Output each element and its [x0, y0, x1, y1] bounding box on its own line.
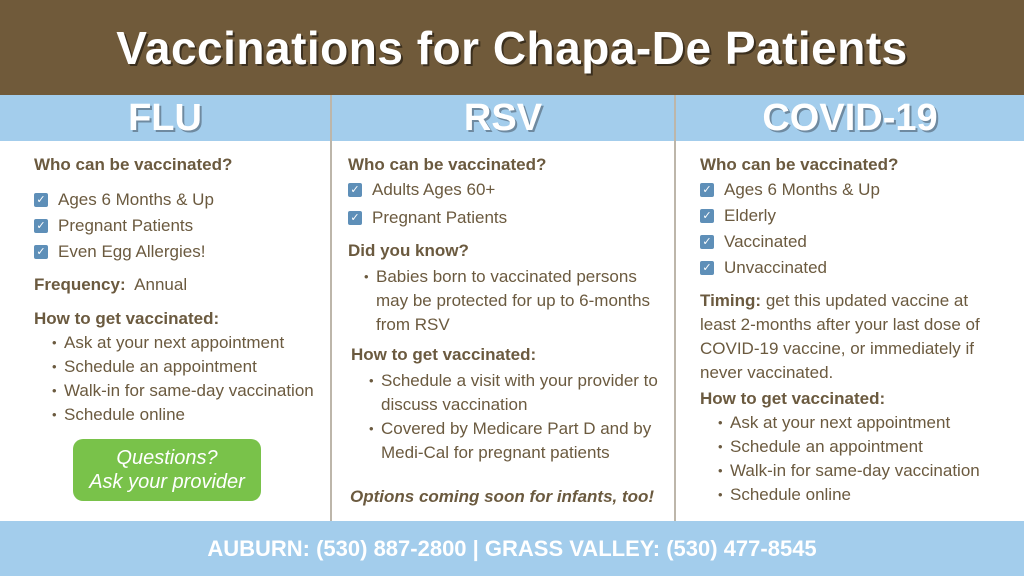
list-item: • Ask at your next appointment — [730, 411, 1000, 435]
flu-frequency: Frequency: Annual — [34, 275, 188, 294]
checkbox-icon: ✓ — [34, 219, 48, 233]
list-item: • Schedule an appointment — [730, 435, 1000, 459]
checkbox-icon: ✓ — [700, 209, 714, 223]
list-item: ✓ Elderly — [700, 203, 1000, 229]
list-item: • Schedule online — [730, 483, 1000, 507]
checkbox-icon: ✓ — [700, 183, 714, 197]
flu-heading: FLU — [0, 95, 330, 141]
checkbox-icon: ✓ — [348, 183, 362, 197]
rsv-did-you-know-list — [376, 265, 664, 337]
list-item: ✓ Ages 6 Months & Up — [700, 177, 1000, 203]
list-item: ✓ Unvaccinated — [700, 255, 1000, 281]
column-divider-2 — [674, 95, 676, 521]
checkbox-icon: ✓ — [700, 261, 714, 275]
title-banner — [0, 0, 1024, 95]
list-item: • Schedule a visit with your provider to discuss vaccination — [381, 369, 664, 417]
checkbox-icon: ✓ — [348, 211, 362, 225]
list-item: • Walk-in for same-day vaccination — [730, 459, 1000, 483]
checkbox-icon: ✓ — [34, 193, 48, 207]
rsv-who-label: Who can be vaccinated? — [348, 155, 547, 174]
covid-how-list — [730, 411, 1000, 507]
page-title: Vaccinations for Chapa-De Patients — [116, 21, 908, 74]
rsv-heading: RSV — [332, 95, 674, 141]
rsv-how-list — [381, 369, 664, 465]
covid-how-label: How to get vaccinated: — [700, 389, 886, 408]
covid-who-label: Who can be vaccinated? — [700, 155, 899, 174]
list-item: • Covered by Medicare Part D and by Medi-Cal for pregnant patients — [381, 417, 664, 465]
list-item: ✓ Pregnant Patients — [34, 213, 324, 239]
list-item: ✓ Pregnant Patients — [348, 203, 664, 233]
rsv-note: Options coming soon for infants, too! — [350, 487, 655, 506]
questions-button[interactable]: Questions? Ask your provider — [73, 439, 261, 501]
covid-heading: COVID-19 — [676, 95, 1024, 141]
list-item: ✓ Vaccinated — [700, 229, 1000, 255]
checkbox-icon: ✓ — [700, 235, 714, 249]
list-item: • Ask at your next appointment — [64, 331, 324, 355]
list-item: • Babies born to vaccinated persons may be protected for up to 6-months from RSV — [376, 265, 664, 337]
rsv-did-you-know-label: Did you know? — [348, 241, 469, 260]
rsv-column — [348, 153, 664, 509]
covid-column — [700, 153, 1000, 507]
covid-timing: Timing: get this updated vaccine at least 2-months after your last dose of COVID-19 vaccine, or immediately if never vaccinated. — [700, 291, 980, 382]
contact-phone-numbers: AUBURN: (530) 887-2800 | GRASS VALLEY: (530) 477-8545 — [207, 535, 817, 561]
list-item: • Schedule an appointment — [64, 355, 324, 379]
checkbox-icon: ✓ — [34, 245, 48, 259]
rsv-how-label: How to get vaccinated: — [351, 345, 537, 364]
flu-who-label: Who can be vaccinated? — [34, 155, 233, 174]
list-item: ✓ Ages 6 Months & Up — [34, 187, 324, 213]
list-item: • Walk-in for same-day vaccination — [64, 379, 324, 403]
list-item: ✓ Adults Ages 60+ — [348, 177, 664, 203]
column-divider-1 — [330, 95, 332, 521]
contact-footer — [0, 521, 1024, 576]
flu-how-list — [64, 331, 324, 427]
list-item: ✓ Even Egg Allergies! — [34, 239, 324, 265]
flu-how-label: How to get vaccinated: — [34, 309, 220, 328]
flu-column — [34, 153, 324, 427]
list-item: • Schedule online — [64, 403, 324, 427]
